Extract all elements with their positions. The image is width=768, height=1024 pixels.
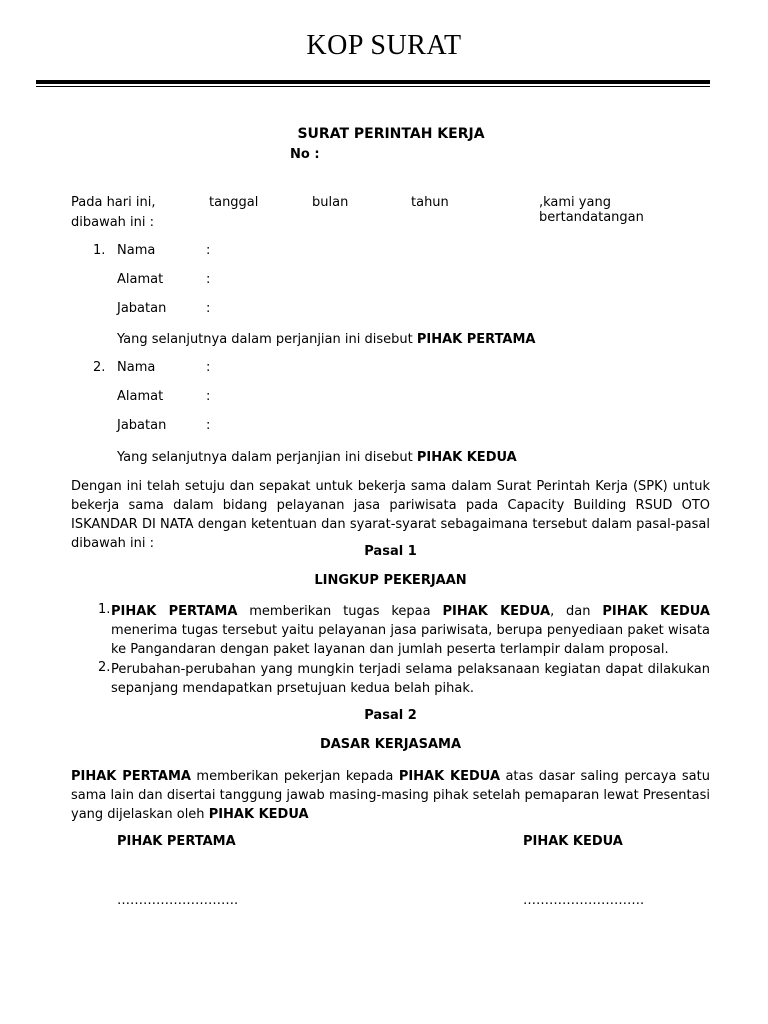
pasal-1-item-2-text: Perubahan-perubahan yang mungkin terjadi selama pelaksanaan kegiatan dapat dilakukan sepanjang mendapatkan prsetujuan kedua belah pihak. — [111, 662, 710, 696]
opening-month: bulan — [312, 195, 349, 210]
opening-signatories: ,kami yang bertandatangan — [539, 195, 644, 225]
party-2-address-label: Alamat — [117, 389, 164, 404]
document-number-label: No : — [290, 147, 320, 162]
pasal-2-subheading: DASAR KERJASAMA — [319, 737, 462, 752]
party-2-designation: Yang selanjutnya dalam perjanjian ini disebut PIHAK KEDUA — [117, 450, 517, 465]
document-title: SURAT PERINTAH KERJA — [297, 126, 485, 142]
pasal-1-item-1-number: 1. — [98, 602, 111, 617]
opening-line-2: dibawah ini : — [71, 215, 155, 230]
party-1-number: 1. — [93, 243, 106, 258]
party-2-position-label: Jabatan — [117, 418, 167, 433]
pasal-2-paragraph: PIHAK PERTAMA memberikan pekerjan kepada PIHAK KEDUA atas dasar saling percaya satu sama lain dan disertai tanggung jawab masing-masing pihak setelah pemaparan lewat Presentasi yang dijelaskan oleh PIHAK KEDUA — [71, 769, 710, 822]
pasal-1-item-2-number: 2. — [98, 660, 111, 675]
signature-line-first-party: ………………………. — [117, 893, 239, 908]
party-1-name-colon: : — [206, 243, 211, 258]
party-1-address-label: Alamat — [117, 272, 164, 287]
pasal-1-heading: Pasal 1 — [364, 544, 417, 559]
pasal-1-subheading: LINGKUP PEKERJAAN — [314, 573, 467, 588]
party-2-name-label: Nama — [117, 360, 156, 375]
party-1-position-colon: : — [206, 301, 211, 316]
party-2-position-colon: : — [206, 418, 211, 433]
party-1-designation: Yang selanjutnya dalam perjanjian ini disebut PIHAK PERTAMA — [117, 332, 536, 347]
pasal-1-item-1-text: PIHAK PERTAMA memberikan tugas kepaa PIHAK KEDUA, dan PIHAK KEDUA menerima tugas tersebut yaitu pelayanan jasa pariwisata, berupa penyediaan paket wisata ke Pangandaran dengan paket layanan dan jumlah peserta terlampir dalam proposal. — [111, 604, 710, 657]
party-1-position-label: Jabatan — [117, 301, 167, 316]
agreement-intro-paragraph: Dengan ini telah setuju dan sepakat untuk bekerja sama dalam Surat Perintah Kerja (SPK) untuk bekerja sama dalam bidang pelayanan jasa pariwisata pada Capacity Building RSUD OTO ISKANDAR DI NATA dengan ketentuan dan syarat-syarat sebagaimana tersebut dalam pasal-pasal dibawah ini : — [71, 479, 710, 551]
letterhead-title: KOP SURAT — [306, 30, 462, 61]
opening-day: Pada hari ini, — [71, 195, 156, 210]
signature-label-first-party: PIHAK PERTAMA — [117, 834, 236, 849]
party-2-name-colon: : — [206, 360, 211, 375]
opening-date: tanggal — [209, 195, 259, 210]
party-2-address-colon: : — [206, 389, 211, 404]
letterhead-rule-thick — [36, 80, 710, 84]
letterhead-rule-thin — [36, 86, 710, 87]
signature-line-second-party: ………………………. — [523, 893, 645, 908]
party-1-name-label: Nama — [117, 243, 156, 258]
opening-year: tahun — [411, 195, 449, 210]
party-1-address-colon: : — [206, 272, 211, 287]
pasal-2-heading: Pasal 2 — [364, 708, 417, 723]
party-2-number: 2. — [93, 360, 106, 375]
signature-label-second-party: PIHAK KEDUA — [523, 834, 623, 849]
